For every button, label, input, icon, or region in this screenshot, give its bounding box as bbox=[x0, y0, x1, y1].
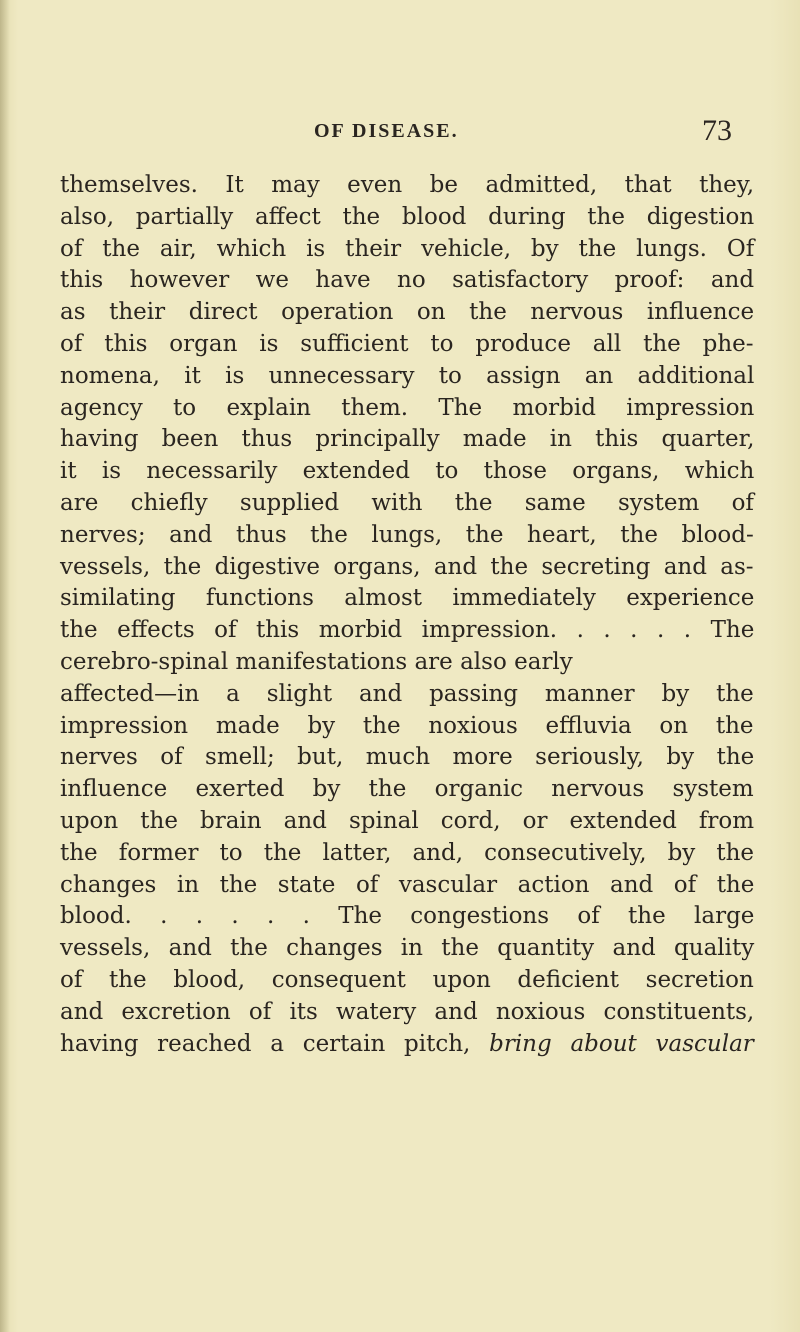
page-number: 73 bbox=[702, 114, 732, 147]
text-line: the effects of this morbid impression. . . . . . The bbox=[60, 617, 755, 644]
text-line: changes in the state of vascular action and of the bbox=[60, 871, 755, 898]
text-line: also, partially affect the blood during the digestion bbox=[60, 203, 755, 230]
final-text-line bbox=[60, 1029, 754, 1061]
text-line: the former to the latter, and, consecutively, by the bbox=[60, 839, 755, 866]
text-line: upon the brain and spinal cord, or extended from bbox=[60, 807, 755, 834]
text-line: are chiefly supplied with the same system of bbox=[60, 489, 754, 516]
text-line: blood. . . . . . The congestions of the large bbox=[60, 903, 755, 930]
text-line: of the blood, consequent upon deficient secretion bbox=[60, 966, 754, 993]
text-line: impression made by the noxious effluvia on the bbox=[60, 712, 754, 739]
page-header bbox=[0, 114, 800, 160]
text-line: and excretion of its watery and noxious constituents, bbox=[60, 998, 755, 1025]
text-line: having been thus principally made in this quarter, bbox=[60, 426, 755, 453]
text-line: as their direct operation on the nervous influence bbox=[60, 299, 755, 326]
final-line-prefix: having reached a certain pitch, bbox=[60, 1030, 490, 1057]
text-line: influence exerted by the organic nervous system bbox=[60, 776, 754, 803]
text-line: of this organ is sufficient to produce all the phe- bbox=[60, 330, 754, 357]
text-line: similating functions almost immediately experience bbox=[60, 585, 755, 612]
page-gutter-shadow bbox=[0, 0, 10, 1332]
text-line: affected—in a slight and passing manner by the bbox=[60, 680, 754, 707]
text-line: themselves. It may even be admitted, that they, bbox=[60, 172, 755, 198]
text-line: vessels, the digestive organs, and the secreting and as- bbox=[60, 553, 754, 580]
final-line-italic: bring about vascular bbox=[489, 1030, 754, 1057]
text-line: cerebro-spinal manifestations are also early bbox=[60, 648, 573, 675]
running-head: OF DISEASE. bbox=[314, 120, 459, 142]
text-line: it is necessarily extended to those organs, which bbox=[60, 458, 755, 485]
text-line: nomena, it is unnecessary to assign an additional bbox=[60, 362, 755, 389]
text-line: nerves of smell; but, much more seriously, by the bbox=[60, 744, 755, 771]
text-line: agency to explain them. The morbid impression bbox=[60, 394, 755, 421]
text-line: vessels, and the changes in the quantity and quality bbox=[60, 935, 755, 962]
text-line: nerves; and thus the lungs, the heart, the blood- bbox=[60, 521, 754, 548]
body-text bbox=[60, 170, 754, 1060]
text-line: this however we have no satisfactory proof: and bbox=[60, 267, 755, 294]
text-line: of the air, which is their vehicle, by the lungs. Of bbox=[60, 235, 755, 262]
